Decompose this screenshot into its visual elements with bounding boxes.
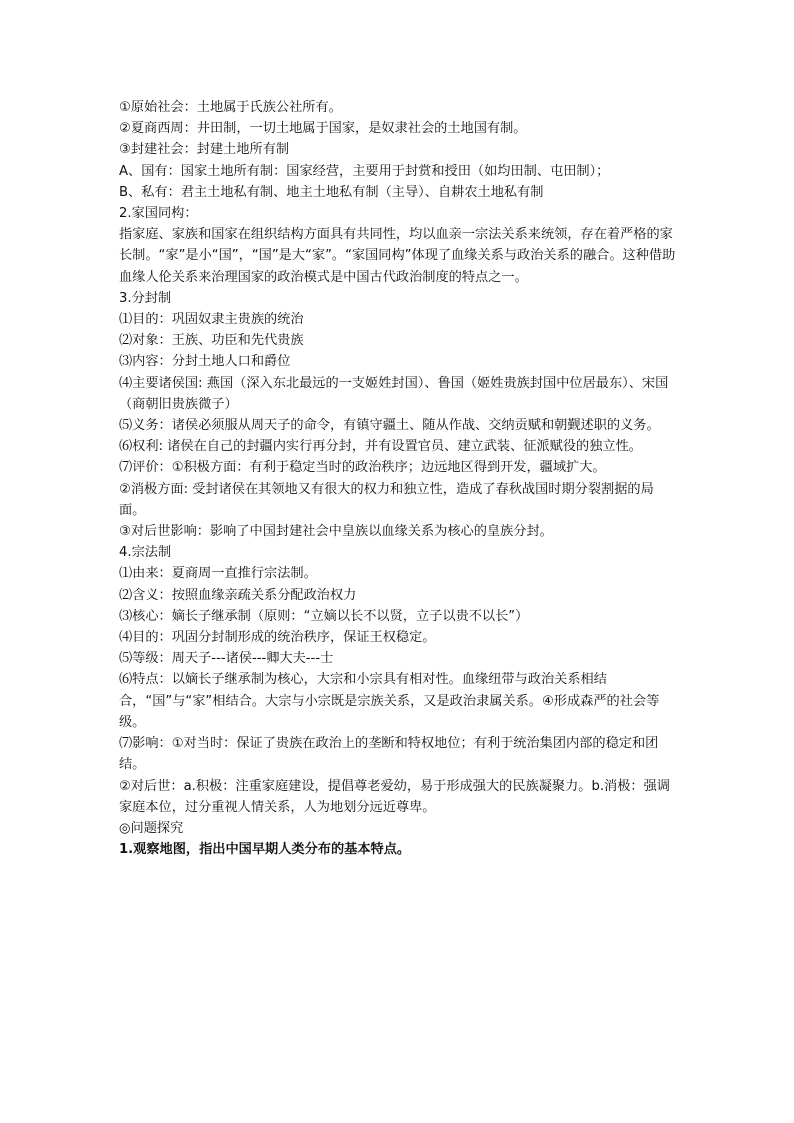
text-line: ③对后世影响：影响了中国封建社会中皇族以血缘关系为核心的皇族分封。 bbox=[119, 524, 553, 540]
document-body bbox=[119, 97, 679, 860]
text-line: ⑵含义：按照血缘亲疏关系分配政治权力 bbox=[119, 587, 357, 603]
text-line: ①原始社会：土地属于氏族公社所有。 bbox=[119, 100, 342, 115]
text-line: 4.宗法制 bbox=[119, 545, 172, 561]
text-line: ⑺影响：①对当时：保证了贵族在政治上的垄断和特权地位；有利于统治集团内部的稳定和团结。 bbox=[119, 736, 659, 773]
text-line: ⑴目的：巩固奴隶主贵族的统治 bbox=[119, 312, 304, 328]
text-line: ③封建社会：封建土地所有制 bbox=[119, 142, 290, 158]
text-line: ◎问题探究 bbox=[119, 820, 184, 836]
text-line: ⑸等级：周天子---诸侯---卿大夫---士 bbox=[119, 651, 334, 667]
text-line: ⑶内容：分封土地人口和爵位 bbox=[119, 354, 291, 370]
question-heading: 1.观察地图，指出中国早期人类分布的基本特点。 bbox=[119, 842, 411, 858]
text-line: ⑷目的：巩固分封制形成的统治秩序，保证王权稳定。 bbox=[119, 630, 436, 646]
text-line: ②夏商西周：井田制，一切土地属于国家，是奴隶社会的土地国有制。 bbox=[119, 121, 527, 137]
text-line: ②对后世：a.积极：注重家庭建设，提倡尊老爱幼，易于形成强大的民族凝聚力。b.消极：强调家庭本位，过分重视人情关系，人为地划分远近尊卑。 bbox=[119, 778, 670, 815]
text-line: ⑷主要诸侯国: 燕国（深入东北最远的一支姬姓封国）、鲁国（姬姓贵族封国中位居最东）、宋国（商朝旧贵族微子） bbox=[119, 375, 669, 412]
text-line: ②消极方面: 受封诸侯在其领地又有很大的权力和独立性，造成了春秋战国时期分裂割据的局面。 bbox=[119, 481, 654, 518]
text-line: ⑹特点：以嫡长子继承制为核心，大宗和小宗具有相对性。血缘纽带与政治关系相结合，“国”与“家”相结合。大宗与小宗既是宗族关系，又是政治隶属关系。④形成森严的社会等级。 bbox=[119, 672, 660, 730]
text-line: ⑹权利: 诸侯在自己的封疆内实行再分封，并有设置官员、建立武装、征派赋役的独立性。 bbox=[119, 439, 642, 455]
text-line: 指家庭、家族和国家在组织结构方面具有共同性，均以血亲一宗法关系来统领，存在着严格的家长制。“家”是小“国”，“国”是大“家”。“家国同构”体现了血缘关系与政治关系的融合。这种借助血缘人伦关系来治理国家的政治模式是中国古代政治制度的特点之一。 bbox=[119, 227, 676, 285]
text-line: 3.分封制 bbox=[119, 290, 172, 306]
text-line: ⑺评价：①积极方面：有利于稳定当时的政治秩序；边远地区得到开发，疆域扩大。 bbox=[119, 460, 606, 476]
text-line: ⑸义务：诸侯必须服从周天子的命令，有镇守疆土、随从作战、交纳贡赋和朝觐述职的义务。 bbox=[119, 418, 660, 434]
text-line: ⑴由来：夏商周一直推行宗法制。 bbox=[119, 566, 317, 582]
text-line: ⑶核心：嫡长子继承制（原则：“立嫡以长不以贤，立子以贵不以长”） bbox=[119, 608, 529, 624]
text-line: ⑵对象：王族、功臣和先代贵族 bbox=[119, 333, 304, 349]
text-line: A、国有：国家土地所有制：国家经营，主要用于封赏和授田（如均田制、屯田制）； bbox=[119, 163, 610, 179]
text-line: B、私有：君主土地私有制、地主土地私有制（主导）、自耕农土地私有制 bbox=[119, 184, 544, 200]
text-line: 2.家国同构： bbox=[119, 206, 198, 222]
